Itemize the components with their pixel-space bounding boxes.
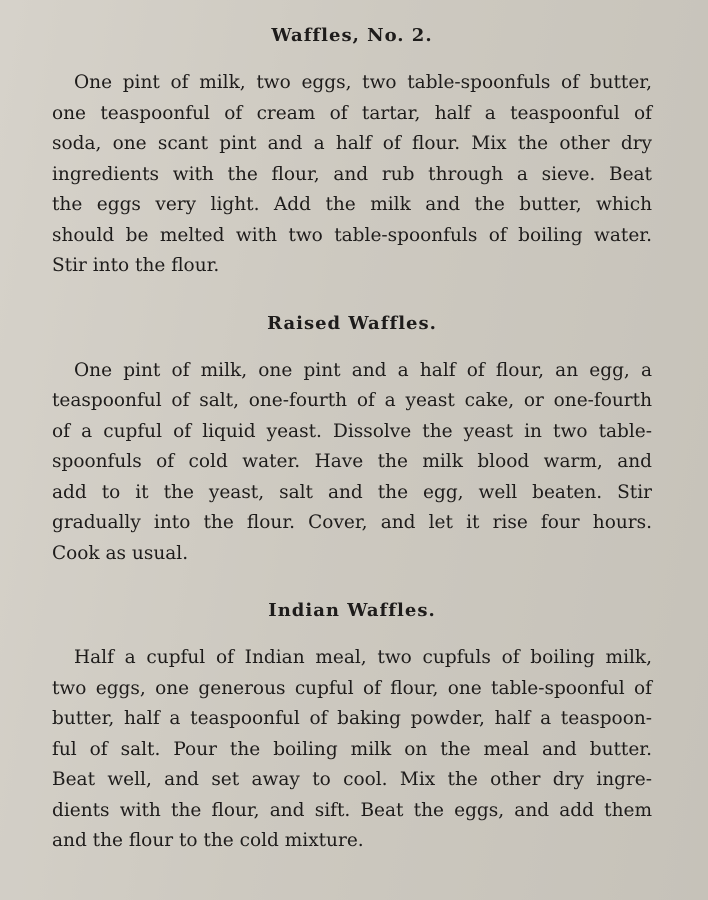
text-line: teaspoonful of salt, one-fourth of a yeast cake, or one-fourth	[52, 390, 652, 411]
text-line: Beat well, and set away to cool. Mix the other dry ingre-	[52, 769, 652, 790]
recipe-title: Waffles, No. 2.	[271, 25, 433, 46]
recipe-raised-waffles	[52, 312, 652, 570]
recipe-body	[52, 356, 652, 570]
text-line: gradually into the flour. Cover, and let it rise four hours.	[52, 512, 652, 533]
text-line: add to it the yeast, salt and the egg, well beaten. Stir	[52, 481, 652, 503]
recipe-waffles-no-2	[52, 24, 652, 282]
text-line: Stir into the flour.	[52, 255, 220, 276]
text-line: two eggs, one generous cupful of flour, one table-spoonful of	[52, 677, 652, 699]
text-line: ful of salt. Pour the boiling milk on the meal and butter.	[52, 738, 652, 760]
text-line: butter, half a teaspoonful of baking powder, half a teaspoon-	[52, 708, 652, 729]
text-line: of a cupful of liquid yeast. Dissolve the yeast in two table-	[52, 420, 652, 442]
text-line: the eggs very light. Add the milk and the butter, which	[52, 194, 652, 215]
text-line: should be melted with two table-spoonfuls of boiling water.	[52, 224, 652, 246]
text-line: One pint of milk, two eggs, two table-spoonfuls of butter,	[74, 72, 652, 93]
text-line: dients with the flour, and sift. Beat the eggs, and add them	[52, 799, 652, 821]
recipe-title: Raised Waffles.	[267, 312, 437, 334]
text-line: One pint of milk, one pint and a half of flour, an egg, a	[74, 359, 652, 381]
recipe-indian-waffles	[52, 599, 652, 857]
recipe-body	[52, 68, 652, 282]
text-line: one teaspoonful of cream of tartar, half a teaspoonful of	[52, 102, 652, 124]
text-line: ingredients with the flour, and rub through a sieve. Beat	[52, 163, 652, 185]
text-line: spoonfuls of cold water. Have the milk blood warm, and	[52, 451, 652, 472]
text-line: and the flour to the cold mixture.	[52, 830, 364, 851]
text-line: Half a cupful of Indian meal, two cupfuls of boiling milk,	[74, 647, 652, 668]
text-line: soda, one scant pint and a half of flour. Mix the other dry	[52, 133, 652, 154]
recipe-title: Indian Waffles.	[268, 600, 436, 621]
book-page	[52, 24, 652, 887]
recipe-body	[52, 643, 652, 857]
text-line: Cook as usual.	[52, 542, 189, 564]
